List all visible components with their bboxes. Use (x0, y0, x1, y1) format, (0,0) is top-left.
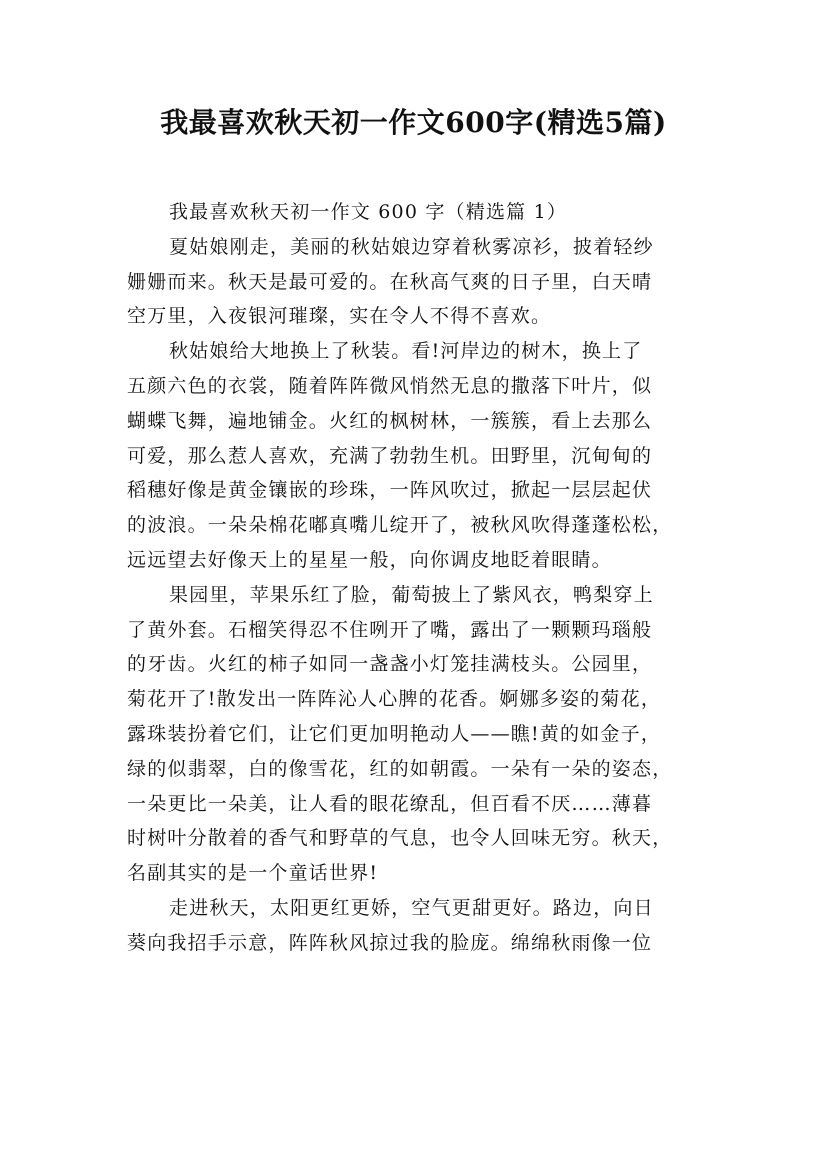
document-body (127, 195, 713, 961)
text-line: 夏姑娘刚走，美丽的秋姑娘边穿着秋雾凉衫，披着轻纱 (169, 235, 654, 258)
text-line: 一朵更比一朵美，让人看的眼花缭乱，但百看不厌……薄暮 (127, 792, 653, 815)
text-line: 葵向我招手示意，阵阵秋风掠过我的脸庞。绵绵秋雨像一位 (127, 931, 653, 954)
text-line: 蝴蝶飞舞，遍地铺金。火红的枫树林，一簇簇，看上去那么 (127, 409, 653, 432)
text-line: 走进秋天，太阳更红更娇，空气更甜更好。路边，向日 (169, 896, 654, 919)
text-line: 我最喜欢秋天初一作文 600 字（精选篇 1） (169, 201, 568, 223)
text-line: 绿的似翡翠，白的像雪花，红的如朝霞。一朵有一朵的姿态， (127, 757, 673, 780)
text-line: 的波浪。一朵朵棉花嘟真嘴儿绽开了，被秋风吹得蓬蓬松松， (127, 514, 673, 537)
text-line: 可爱，那么惹人喜欢，充满了勃勃生机。田野里，沉甸甸的 (127, 444, 653, 467)
text-line: 时树叶分散着的香气和野草的气息，也令人回味无穷。秋天， (127, 827, 673, 850)
text-line: 稻穗好像是黄金镶嵌的珍珠，一阵风吹过，掀起一层层起伏 (127, 479, 653, 502)
text-line: 露珠装扮着它们，让它们更加明艳动人——瞧!黄的如金子， (127, 722, 662, 745)
document-title: 我最喜欢秋天初一作文600字(精选5篇) (160, 106, 667, 139)
text-line: 名副其实的是一个童话世界! (127, 862, 379, 885)
text-line: 菊花开了!散发出一阵阵沁人心脾的花香。婀娜多姿的菊花， (127, 688, 662, 711)
text-line: 的牙齿。火红的柿子如同一盏盏小灯笼挂满枝头。公园里， (127, 653, 653, 676)
text-line: 果园里，苹果乐红了脸，葡萄披上了紫风衣，鸭梨穿上 (169, 583, 654, 606)
text-line: 五颜六色的衣裳，随着阵阵微风悄然无息的撒落下叶片，似 (127, 374, 653, 397)
text-line: 秋姑娘给大地换上了秋装。看!河岸边的树木，换上了 (169, 340, 643, 363)
text-line: 姗姗而来。秋天是最可爱的。在秋高气爽的日子里，白天晴 (127, 270, 653, 293)
text-line: 远远望去好像天上的星星一般，向你调皮地眨着眼睛。 (127, 548, 612, 571)
text-line: 了黄外套。石榴笑得忍不住咧开了嘴，露出了一颗颗玛瑙般 (127, 618, 653, 641)
text-line: 空万里，入夜银河璀璨，实在令人不得不喜欢。 (127, 305, 552, 328)
